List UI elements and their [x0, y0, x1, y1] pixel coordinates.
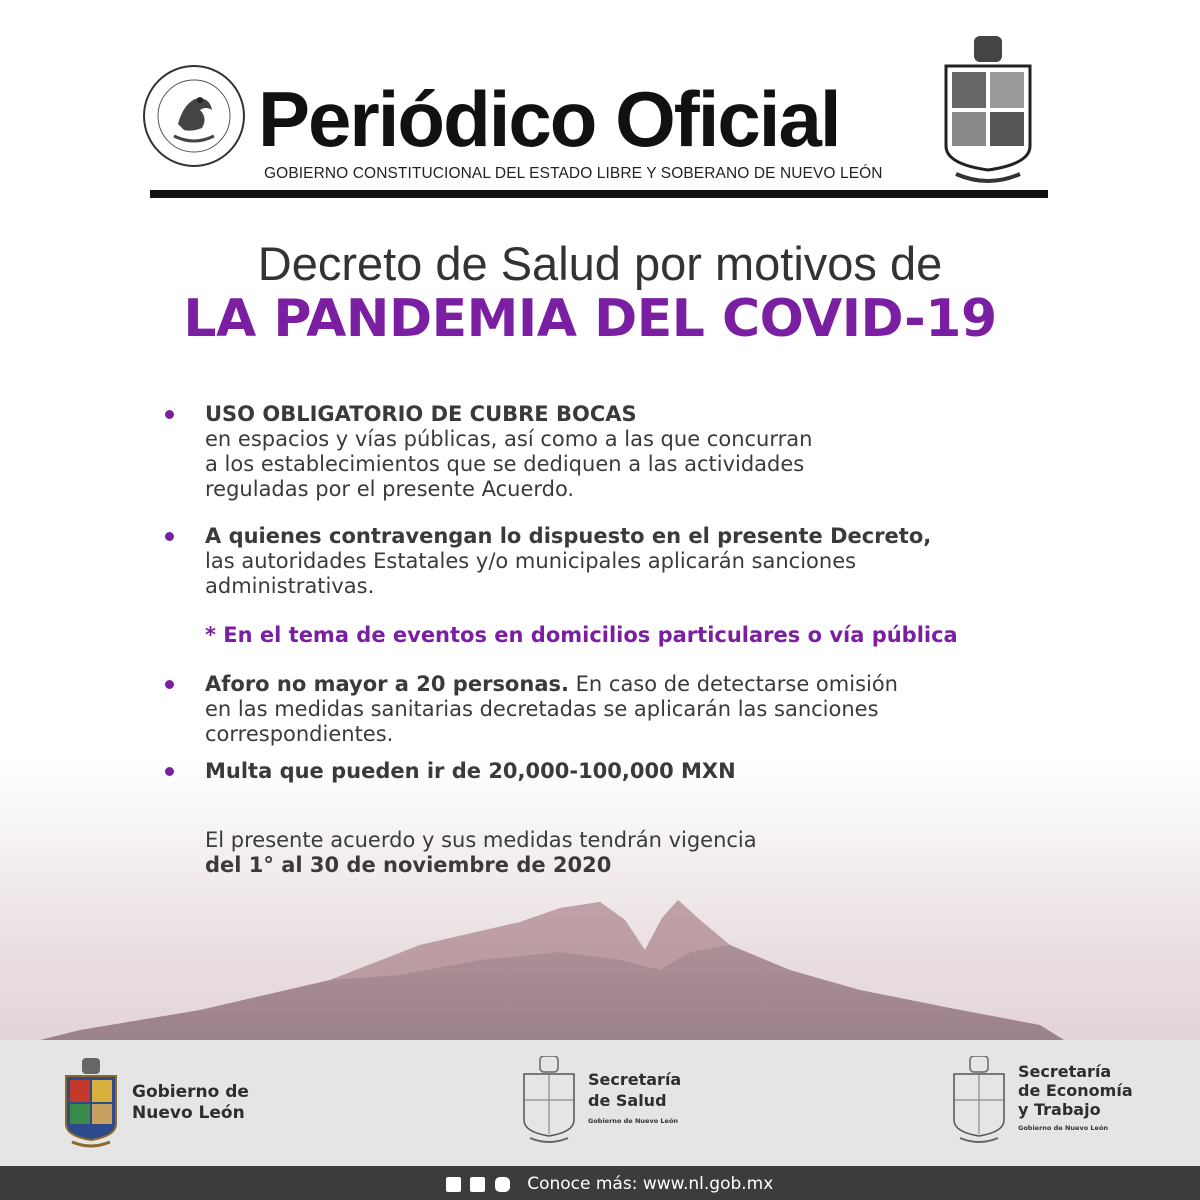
website-link[interactable]: Conoce más: www.nl.gob.mx — [527, 1174, 774, 1194]
twitter-icon[interactable] — [470, 1177, 485, 1192]
masthead-rule — [150, 190, 1048, 198]
item-line: en espacios y vías públicas, así como a las que concurran — [205, 427, 813, 451]
gobierno-line2: Nuevo León — [132, 1103, 245, 1123]
economia-small: Gobierno de Nuevo León — [1018, 1124, 1109, 1132]
list-item — [168, 759, 988, 784]
facebook-icon[interactable] — [446, 1177, 461, 1192]
bottom-bar — [0, 1166, 1200, 1200]
gobierno-line1: Gobierno de — [132, 1082, 249, 1102]
item-line: las autoridades Estatales y/o municipales aplicarán sanciones — [205, 549, 857, 573]
item-line: correspondientes. — [205, 722, 394, 746]
item-line: reguladas por el presente Acuerdo. — [205, 477, 575, 501]
aforo-rest: En caso de detectarse omisión — [568, 672, 898, 696]
masthead — [140, 36, 1050, 206]
economia-line2: de Economía — [1018, 1081, 1133, 1100]
secretaria-salud-logo — [520, 1056, 681, 1144]
item-line: a los establecimientos que se dediquen a las actividades — [205, 452, 805, 476]
list-item — [168, 672, 988, 747]
item-title: USO OBLIGATORIO DE CUBRE BOCAS — [205, 402, 637, 426]
mexican-eagle-seal-icon — [140, 62, 248, 170]
nuevo-leon-shield-icon — [62, 1058, 120, 1148]
item-line: administrativas. — [205, 574, 375, 598]
instagram-icon[interactable] — [495, 1177, 510, 1192]
vigencia-line2: del 1° al 30 de noviembre de 2020 — [205, 853, 612, 877]
cerro-de-la-silla-image — [0, 860, 1200, 1050]
economia-line1: Secretaría — [1018, 1062, 1112, 1081]
list-item — [168, 524, 988, 599]
list-item — [168, 402, 988, 502]
vigencia-line1: El presente acuerdo y sus medidas tendrán vigencia — [205, 828, 757, 852]
decree-content — [168, 402, 988, 878]
nuevo-leon-shield-icon — [936, 36, 1040, 188]
masthead-subtitle: GOBIERNO CONSTITUCIONAL DEL ESTADO LIBRE Y SOBERANO DE NUEVO LEÓN — [264, 165, 883, 182]
headline-line2: LA PANDEMIA DEL COVID-19 — [183, 289, 997, 349]
salud-line1: Secretaría — [588, 1069, 682, 1089]
masthead-title: Periódico Oficial — [258, 75, 840, 163]
bullet-icon — [165, 410, 174, 419]
nuevo-leon-shield-outline-icon — [950, 1056, 1008, 1144]
economia-line3: y Trabajo — [1018, 1100, 1101, 1119]
gobierno-nl-logo — [62, 1058, 249, 1148]
salud-small: Gobierno de Nuevo León — [588, 1116, 679, 1125]
events-note: * En el tema de eventos en domicilios particulares o vía pública — [205, 623, 958, 647]
vigencia — [168, 828, 988, 878]
footer-logos — [0, 1040, 1200, 1166]
secretaria-economia-logo — [950, 1056, 1133, 1144]
item-line: en las medidas sanitarias decretadas se aplicarán las sanciones — [205, 697, 879, 721]
item-title: A quienes contravengan lo dispuesto en el presente Decreto, — [205, 524, 932, 548]
nuevo-leon-shield-outline-icon — [520, 1056, 578, 1144]
bullet-icon — [165, 767, 174, 776]
bullet-icon — [165, 532, 174, 541]
bullet-icon — [165, 680, 174, 689]
aforo-line1 — [205, 672, 988, 697]
headline-line1: Decreto de Salud por motivos de — [257, 237, 943, 290]
aforo-bold: Aforo no mayor a 20 personas. — [205, 672, 569, 696]
multa-text: Multa que pueden ir de 20,000-100,000 MXN — [205, 759, 736, 783]
salud-line2: de Salud — [588, 1090, 667, 1110]
